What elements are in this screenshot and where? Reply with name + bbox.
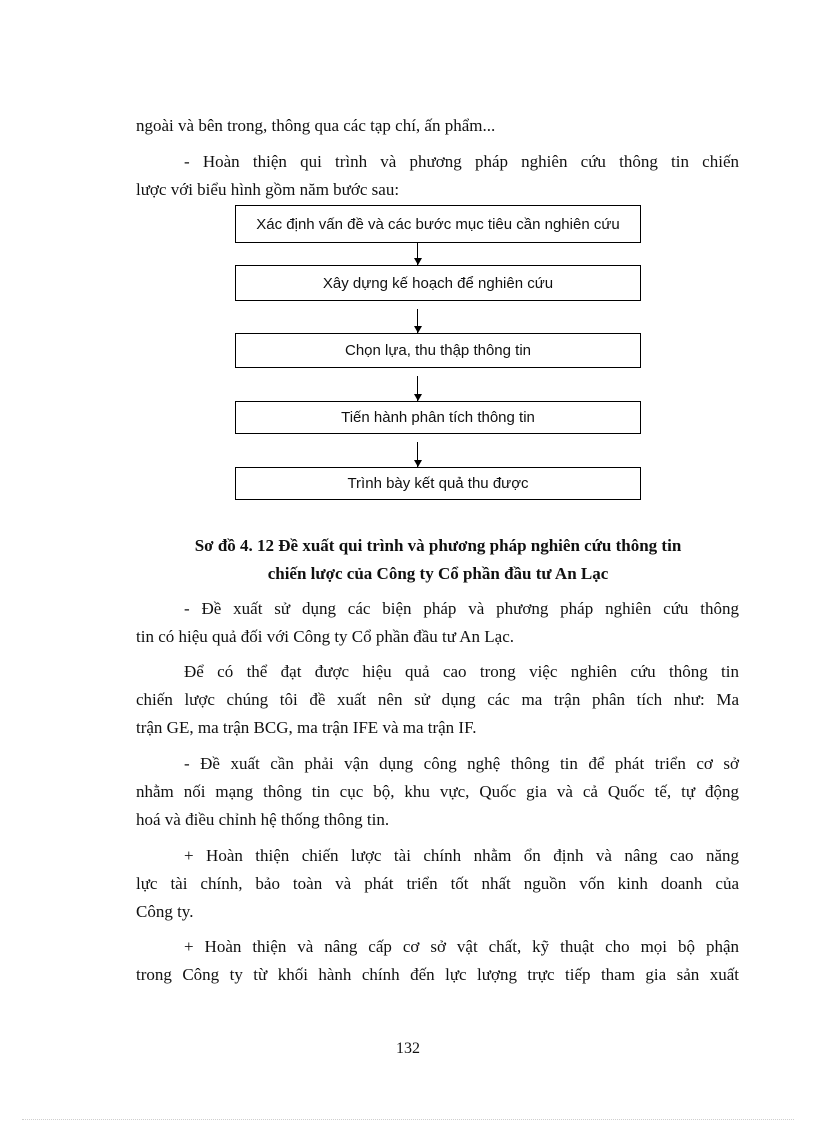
body-line: lực tài chính, bảo toàn và phát triển tốt nhất nguồn vốn kinh doanh của	[136, 874, 739, 893]
body-line: tin có hiệu quả đối với Công ty Cổ phần đầu tư An Lạc.	[136, 627, 514, 646]
body-line: trận GE, ma trận BCG, ma trận IFE và ma trận IF.	[136, 718, 477, 737]
flow-step-2: Xây dựng kế hoạch để nghiên cứu	[235, 265, 641, 301]
flow-step-5: Trình bày kết quả thu được	[235, 467, 641, 500]
diagram-caption: Sơ đồ 4. 12 Đề xuất qui trình và phương pháp nghiên cứu thông tin	[194, 536, 682, 555]
flow-arrow-down-icon	[414, 376, 422, 401]
body-line: chiến lược chúng tôi đề xuất nên sử dụng các ma trận phân tích như: Ma	[136, 690, 739, 709]
flow-arrow-down-icon	[414, 243, 422, 265]
flow-arrow-down-icon	[414, 442, 422, 467]
flow-step-1: Xác định vấn đề và các bước mục tiêu cần nghiên cứu	[235, 205, 641, 243]
flow-step-4: Tiến hành phân tích thông tin	[235, 401, 641, 434]
body-line: - Đề xuất cần phải vận dụng công nghệ thông tin để phát triển cơ sở	[184, 754, 739, 773]
flow-step-3: Chọn lựa, thu thập thông tin	[235, 333, 641, 368]
body-line: trong Công ty từ khối hành chính đến lực lượng trực tiếp tham gia sản xuất	[136, 965, 739, 984]
body-line: hoá và điều chỉnh hệ thống thông tin.	[136, 810, 390, 829]
flow-arrow-down-icon	[414, 309, 422, 333]
page-bottom-border	[22, 1119, 794, 1120]
body-line: nhằm nối mạng thông tin cục bộ, khu vực, Quốc gia và cả Quốc tế, tự động	[136, 782, 739, 801]
body-line: lược với biểu hình gồm năm bước sau:	[136, 180, 400, 199]
body-line: - Hoàn thiện qui trình và phương pháp nghiên cứu thông tin chiến	[184, 152, 739, 171]
body-line: Công ty.	[136, 902, 194, 921]
body-line: + Hoàn thiện chiến lược tài chính nhằm ổn định và nâng cao năng	[184, 846, 739, 865]
diagram-caption: chiến lược của Công ty Cổ phần đầu tư An Lạc	[267, 564, 609, 583]
body-line: ngoài và bên trong, thông qua các tạp chí, ấn phẩm...	[136, 116, 496, 135]
body-line: - Đề xuất sử dụng các biện pháp và phương pháp nghiên cứu thông	[184, 599, 739, 618]
page-number: 132	[396, 1040, 420, 1057]
body-line: + Hoàn thiện và nâng cấp cơ sở vật chất, kỹ thuật cho mọi bộ phận	[184, 937, 739, 956]
body-line: Để có thể đạt được hiệu quả cao trong việc nghiên cứu thông tin	[184, 662, 739, 681]
